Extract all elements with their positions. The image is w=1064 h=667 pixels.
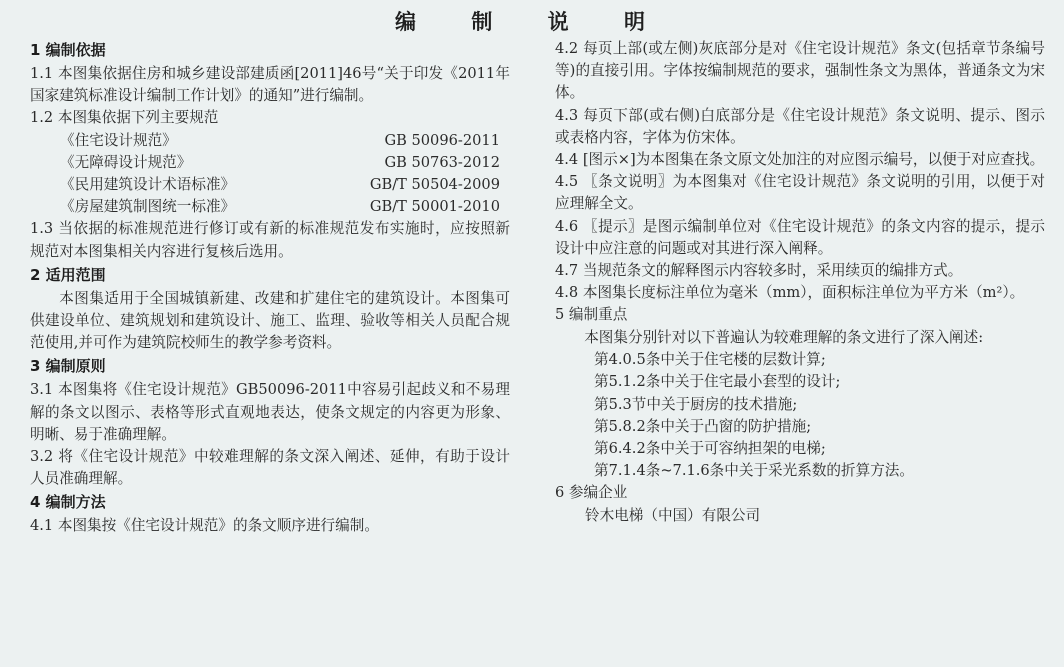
standard-name: 《住宅设计规范》 [60, 131, 177, 149]
section-6-heading: 6 参编企业 [555, 484, 628, 502]
paragraph-5: 本图集分别针对以下普遍认为较难理解的条文进行了深入阐述: [584, 328, 984, 346]
section-3-heading: 3 编制原则 [30, 357, 106, 376]
section-4-heading: 4 编制方法 [30, 493, 106, 512]
paragraph-1-2: 1.2 本图集依据下列主要规范 [30, 109, 219, 127]
page-title: 编 制 说 明 [395, 10, 669, 34]
standard-row [30, 152, 510, 174]
standard-row [30, 130, 510, 152]
standard-row [30, 174, 510, 196]
paragraph-1-1: 1.1 本图集依据住房和城乡建设部建质函[2011]46号“关于印发《2011年国家建筑标准设计编制工作计划》的通知”进行编制。 [30, 65, 510, 105]
right-column [555, 38, 1045, 527]
standard-code: GB 50096-2011 [384, 131, 500, 149]
left-column [30, 38, 510, 538]
list-item: 第5.8.2条中关于凸窗的防护措施; [594, 417, 812, 435]
list-item: 第7.1.4条~7.1.6条中关于采光系数的折算方法。 [594, 462, 914, 480]
standard-code: GB/T 50001-2010 [369, 198, 500, 216]
standard-name: 《无障碍设计规范》 [60, 153, 192, 171]
standard-code: GB/T 50504-2009 [369, 176, 500, 194]
key-points-list [555, 349, 1045, 482]
paragraph-4-4: 4.4 [图示×]为本图集在条文原文处加注的对应图示编号，以便于对应查找。 [555, 151, 1045, 169]
list-item: 第6.4.2条中关于可容纳担架的电梯; [594, 439, 826, 457]
paragraph-4-7: 4.7 当规范条文的解释图示内容较多时，采用续页的编排方式。 [555, 262, 963, 280]
section-2-heading: 2 适用范围 [30, 265, 106, 284]
section-5-heading: 5 编制重点 [555, 306, 628, 324]
standard-name: 《民用建筑设计术语标准》 [60, 176, 236, 194]
paragraph-4-1: 4.1 本图集按《住宅设计规范》的条文顺序进行编制。 [30, 517, 379, 535]
standard-row [30, 196, 510, 218]
list-item: 第4.0.5条中关于住宅楼的层数计算; [594, 351, 826, 369]
paragraph-3-1: 3.1 本图集将《住宅设计规范》GB50096-2011中容易引起歧义和不易理解的条文以图示、表格等形式直观地表达，使条文规定的内容更为形象、明晰、易于准确理解。 [30, 381, 510, 443]
paragraph-4-6: 4.6 〖提示〗是图示编制单位对《住宅设计规范》的条文内容的提示，提示设计中应注意的问题或对其进行深入阐释。 [555, 217, 1045, 257]
paragraph-3-2: 3.2 将《住宅设计规范》中较难理解的条文深入阐述、延伸，有助于设计人员准确理解。 [30, 448, 510, 488]
paragraph-4-2: 4.2 每页上部(或左侧)灰底部分是对《住宅设计规范》条文(包括章节条编号等)的直接引用。字体按编制规范的要求，强制性条文为黑体，普通条文为宋体。 [555, 40, 1045, 102]
paragraph-4-3: 4.3 每页下部(或右侧)白底部分是《住宅设计规范》条文说明、提示、图示或表格内容，字体为仿宋体。 [555, 106, 1045, 146]
paragraph-2: 本图集适用于全国城镇新建、改建和扩建住宅的建筑设计。本图集可供建设单位、建筑规划和建筑设计、施工、监理、验收等相关人员配合规范使用,并可作为建筑院校师生的教学参考资料。 [30, 289, 510, 352]
standards-list [30, 130, 510, 219]
standard-name: 《房屋建筑制图统一标准》 [60, 198, 236, 216]
standard-code: GB 50763-2012 [384, 153, 500, 171]
list-item: 第5.3节中关于厨房的技术措施; [594, 395, 798, 413]
paragraph-4-8: 4.8 本图集长度标注单位为毫米（mm），面积标注单位为平方米（m²）。 [555, 284, 1025, 302]
paragraph-1-3: 1.3 当依据的标准规范进行修订或有新的标准规范发布实施时，应按照新规范对本图集相关内容进行复核后选用。 [30, 220, 510, 260]
section-1-heading: 1 编制依据 [30, 41, 106, 59]
list-item: 第5.1.2条中关于住宅最小套型的设计; [594, 373, 841, 391]
paragraph-4-5: 4.5 〖条文说明〗为本图集对《住宅设计规范》条文说明的引用，以便于对应理解全文。 [555, 173, 1045, 213]
company-name: 铃木电梯（中国）有限公司 [585, 506, 761, 524]
